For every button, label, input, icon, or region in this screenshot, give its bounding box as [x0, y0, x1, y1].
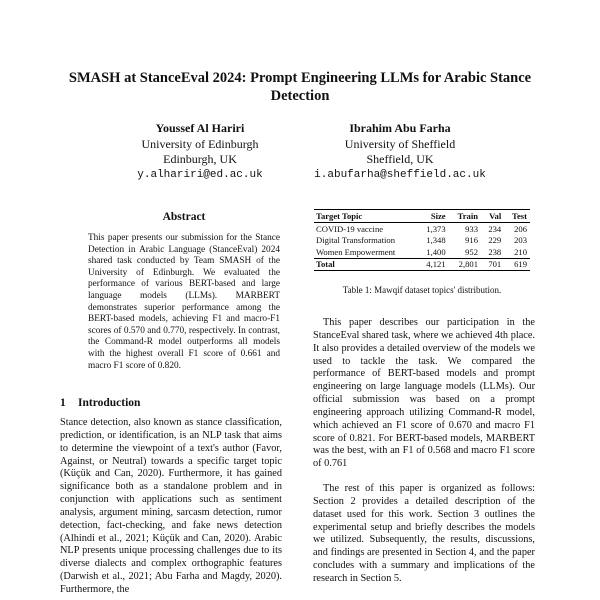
table-cell: 229 — [488, 235, 502, 245]
table-cell: 238 — [488, 246, 502, 257]
table-cell: 2,801 — [449, 258, 481, 271]
table-row — [314, 223, 530, 235]
dataset-table — [314, 209, 530, 271]
author-email: y.alhariri@ed.ac.uk — [137, 168, 263, 181]
table-cell: 234 — [488, 223, 502, 234]
table-cell: Women Empowerment — [316, 246, 396, 257]
table-cell: 206 — [514, 223, 527, 234]
table-header: Test — [504, 210, 530, 223]
table-cell: Total — [314, 258, 418, 271]
author-name: Ibrahim Abu Farha — [349, 121, 451, 135]
author-location: Edinburgh, UK — [163, 152, 237, 166]
author-block-1 — [90, 121, 310, 183]
section-number: 1 — [60, 397, 66, 409]
abstract-heading: Abstract — [162, 211, 206, 223]
table-header-row — [314, 210, 530, 223]
author-affiliation: University of Edinburgh — [141, 136, 259, 151]
table-cell: 916 — [465, 235, 479, 245]
author-email: i.abufarha@sheffield.ac.uk — [314, 168, 486, 181]
table-cell: 4,121 — [418, 258, 449, 271]
table-cell: COVID-19 vaccine — [316, 223, 384, 234]
table-header: Train — [449, 210, 481, 223]
body-paragraph: The rest of this paper is organized as follows: Section 2 provides a detailed description of the dataset used for this work. Section 3 outlines the experimental setup and briefly describes the models we utilized. Subsequently, the results, discussions, and findings are presented in Section 4, and the paper concludes with a summary and implications of the research in Section 5. — [313, 483, 535, 584]
author-affiliation: University of Sheffield — [344, 136, 456, 151]
table-cell: 1,348 — [426, 235, 446, 245]
table-cell: 1,400 — [426, 246, 446, 257]
author-block-2 — [290, 121, 510, 183]
table-cell: 933 — [465, 223, 479, 234]
section-heading-introduction — [60, 397, 140, 409]
table-row — [314, 246, 530, 258]
table-caption: Table 1: Mawqif dataset topics' distribution. — [342, 285, 502, 295]
table-cell: 210 — [514, 246, 527, 257]
table-cell: 701 — [481, 258, 504, 271]
table-cell: 619 — [504, 258, 530, 271]
author-location: Sheffield, UK — [366, 152, 434, 166]
table-row — [314, 235, 530, 247]
table-header: Target Topic — [314, 210, 418, 223]
author-name: Youssef Al Hariri — [155, 121, 245, 135]
table-cell: 203 — [514, 235, 527, 245]
table-header: Size — [418, 210, 449, 223]
introduction-paragraph: Stance detection, also known as stance classification, prediction, or identification, is an NLP task that aims to determine the viewpoint of a text's author (Favor, Against, or Neutral) towards a specific target topic (Küçük and Can, 2020). Furthermore, it has gained significance both as a standalone problem and in conjunction with applications such as sentiment analysis, argument mining, sarcasm detection, rumor detection, fact-checking, and fake news detection (Alhindi et al., 2021; Küçük and Can, 2020). Arabic NLP presents unique processing challenges due to its diverse dialects and complex orthographic features (Darwish et al., 2021; Abu Farha and Magdy, 2020). Furthermore, the — [60, 417, 282, 595]
table-cell: 1,373 — [426, 223, 446, 234]
table-cell: 952 — [465, 246, 479, 257]
table-header: Val — [481, 210, 504, 223]
table-cell: Digital Transformation — [316, 235, 396, 245]
paper-title: SMASH at StanceEval 2024: Prompt Engineering LLMs for Arabic Stance Detection — [68, 70, 532, 104]
body-paragraph: This paper describes our participation in the StanceEval shared task, where we achieved 4th place. It also provides a detailed overview of the models we used to tackle the task. We compared the performance of BERT-based models and prompt engineering on large language models (LLMs). Our official submission was based on a prompt engineering approach utilizing Command-R model, which achieved an F1 score of 0.670 and macro F1 score of 0.821. For BERT-based models, MARBERT was the best, with an F1 of 0.568 and macro F1 score of 0.761 — [313, 317, 535, 470]
abstract-text: This paper presents our submission for the Stance Detection in Arabic Language (StanceEval) 2024 shared task conducted by Team SMASH of the University of Edinburgh. We evaluated the performance of various BERT-based and large language models (LLMs). MARBERT demonstrates superior performance among the BERT-based models, achieving F1 and macro-F1 scores of 0.570 and 0.770, respectively. In contrast, the Command-R model outperforms all models with the highest overall F1 score of 0.661 and macro F1 score of 0.820. — [88, 233, 280, 371]
section-title: Introduction — [78, 397, 141, 409]
table-total-row — [314, 258, 530, 271]
